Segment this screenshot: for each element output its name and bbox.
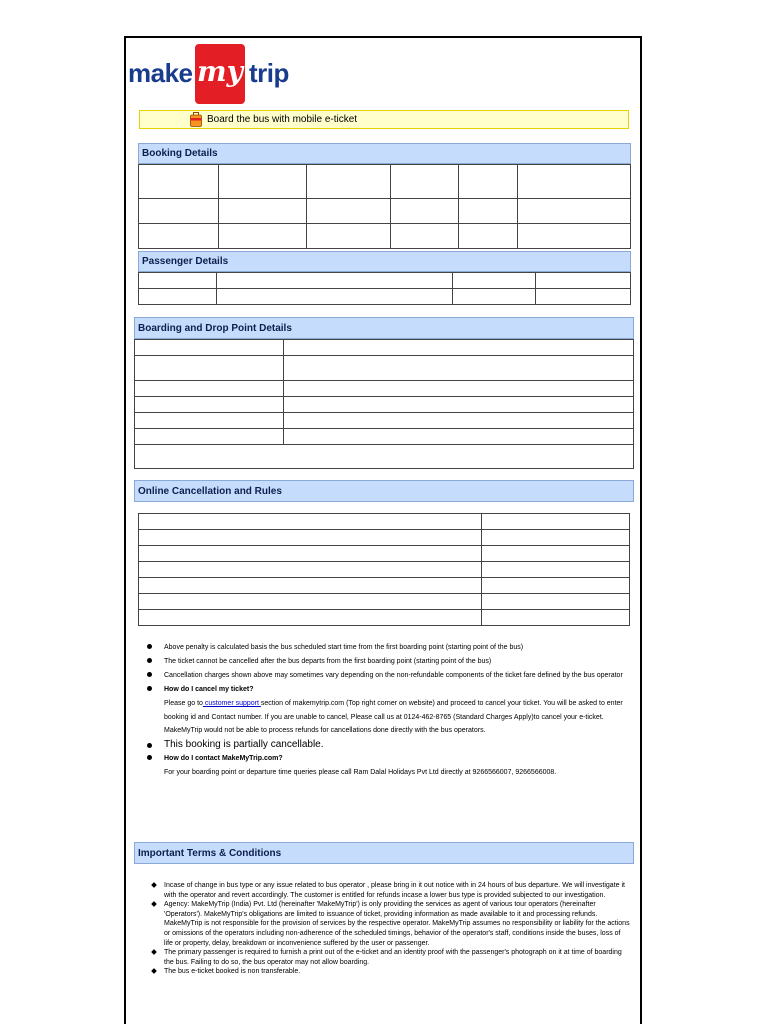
term-item: The bus e-ticket booked is non transferable. — [164, 967, 630, 977]
passenger-details-table — [138, 272, 631, 305]
booking-details-title: Booking Details — [142, 148, 218, 159]
note-item: The ticket cannot be cancelled after the bus departs from the first boarding point (starting point of the bus) — [164, 655, 634, 669]
logo-make: make — [128, 58, 193, 88]
luggage-icon — [190, 112, 202, 127]
passenger-details-header — [138, 251, 631, 272]
banner-text: Board the bus with mobile e-ticket — [207, 114, 358, 125]
cancellation-table — [138, 513, 630, 626]
boarding-drop-header — [134, 317, 634, 339]
terms-title: Important Terms & Conditions — [138, 848, 282, 859]
booking-details-header — [138, 143, 631, 164]
customer-support-link[interactable]: customer support — [202, 700, 261, 707]
cancellation-notes — [164, 641, 634, 780]
note-answer: Please go to customer support section of makemytrip.com (Top right corner on website) and proceed to cancel your ticket. You will be asked to enter booking id and Contact number. If you are unable to cancel, Please call us at 0124-462-8765 (Standard Charges Apply)to cancel your e-ticket. — [164, 700, 623, 721]
terms-list — [164, 881, 630, 977]
logo-my: my — [195, 44, 245, 104]
cancellation-title: Online Cancellation and Rules — [138, 486, 282, 497]
term-item: Agency: MakeMyTrip (India) Pvt. Ltd (hereinafter 'MakeMyTrip') is only providing the services as agent of various tour operators (hereinafter 'Operators'). MakeMyTrip's obligations are limited to issuance of ticket, providing information as made available to it and processing refunds. MakeMyTrip is not responsible for the provision of services by the respective operator. MakeMyTrip assumes no responsibility or liability for the actions or omissions of the operators including non-adherence of the scheduled timings, behavior of the operator's staff, conditions inside the buses, loss of life or property, delay, breakdown or inconvenience suffered by the user or passenger. — [164, 900, 630, 948]
boarding-drop-table — [134, 339, 634, 469]
boarding-drop-title: Boarding and Drop Point Details — [138, 323, 292, 334]
cancellation-header — [134, 480, 634, 502]
note-answer: For your boarding point or departure time queries please call Ram Dalal Holidays Pvt Ltd directly at 9266566007, 9266566008. — [164, 769, 557, 776]
term-item: The primary passenger is required to furnish a print out of the e-ticket and an identity proof with the passenger's photograph on it at time of boarding the bus. Failing to do so, the bus operator may not allow boarding. — [164, 948, 630, 967]
logo-trip: trip — [249, 58, 289, 88]
note-item: Above penalty is calculated basis the bus scheduled start time from the first boarding point (starting point of the bus) — [164, 641, 634, 655]
booking-details-table — [138, 164, 631, 249]
mobile-ticket-banner — [139, 110, 629, 129]
note-answer-extra: MakeMyTrip would not be able to process refunds for cancellations done directly with the bus operators. — [164, 727, 486, 734]
note-item: Cancellation charges shown above may sometimes vary depending on the non-refundable components of the ticket fare defined by the bus operator — [164, 669, 634, 683]
terms-header — [134, 842, 634, 864]
note-item: This booking is partially cancellable. — [164, 738, 634, 752]
passenger-details-title: Passenger Details — [142, 256, 229, 267]
term-item: Incase of change in bus type or any issue related to bus operator , please bring in it out notice with in 24 hours of bus departure. We will investigate it with the operator and revert accordingly. The customer is entitled for refunds incase a lower bus type is provided subjected to our investigation. — [164, 881, 630, 900]
note-question: How do I contact MakeMyTrip.com? — [164, 752, 634, 766]
note-question: How do I cancel my ticket? — [164, 683, 634, 697]
